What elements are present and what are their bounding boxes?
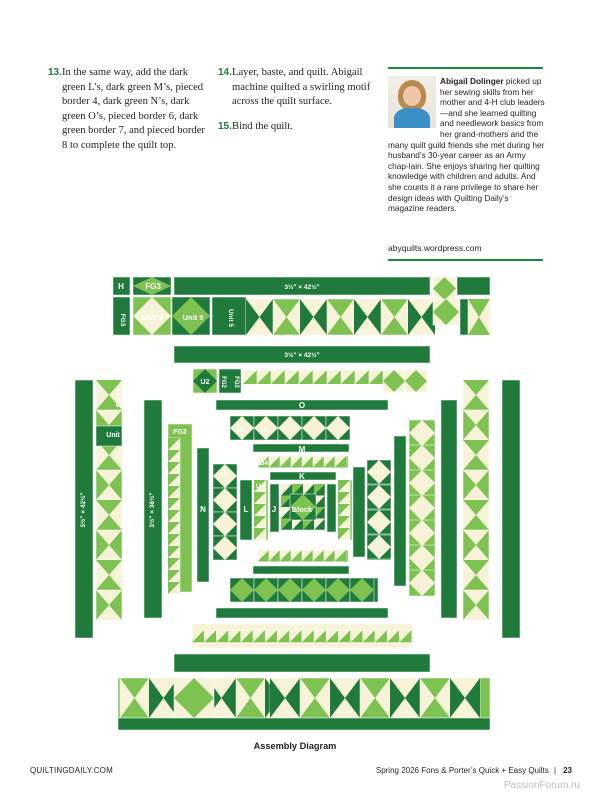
strip-J-right (327, 484, 336, 532)
label-FG2-a: FG2 (220, 376, 226, 388)
label-O: O (298, 401, 306, 410)
step-text: Bind the quilt. (232, 120, 293, 132)
patch-top-right (457, 277, 490, 295)
label-J: J (271, 505, 277, 514)
strip-N (197, 448, 209, 582)
label-unit5-vert: Unit 5 (227, 308, 234, 328)
label-FG2-left: FG2 (173, 429, 187, 436)
label-unit5-left: Unit 5 (106, 432, 126, 439)
strip-O-bottom (216, 608, 388, 618)
label-block: Block (291, 505, 313, 514)
designer-name: Abigail Dolinger (440, 76, 504, 86)
step-text: Layer, baste, and quilt. Abigail machine quilted a swirling motif across the quilt surface. (232, 67, 371, 108)
bio-bottom-rule (388, 259, 543, 261)
steps-column-2 (218, 66, 378, 144)
designer-bio (388, 76, 546, 214)
strip-42-right (502, 380, 520, 638)
label-FG3: FG3 (145, 282, 161, 291)
label-N: N (200, 505, 206, 514)
label-FG3-side: FG3 (119, 313, 126, 327)
step-15 (218, 120, 378, 135)
label-unit5-left2: Unit 5 (114, 388, 121, 408)
assembly-diagram (70, 268, 520, 743)
bottom-strip (174, 654, 430, 672)
strip-N-right (394, 436, 406, 586)
watermark: PassionForum.ru (503, 780, 580, 791)
right-strip-36 (441, 400, 457, 618)
label-dim-top: 3½" × 42½" (284, 284, 320, 291)
label-U4: U4 (259, 460, 269, 467)
bio-top-rule (388, 67, 543, 69)
designer-photo (388, 76, 436, 128)
steps-column-1 (48, 66, 208, 164)
label-U1-b: U1 (260, 427, 270, 434)
step-text: In the same way, add the dark green L’s, dark green M’s, pieced border 4, dark green N’s, dark green O’s, pieced border 6, dark green border 7, and pieced border 8 to complete the quilt top. (62, 67, 205, 151)
label-L: L (243, 505, 249, 514)
step-13 (48, 66, 208, 154)
label-dim-top2: 3½" × 42½" (284, 352, 320, 359)
step-14 (218, 66, 378, 110)
designer-website[interactable]: abyquilts.wordpress.com (388, 243, 482, 253)
label-U4-b: U4 (255, 483, 265, 490)
step-number: 14. (218, 67, 232, 78)
strip-M-bottom (253, 566, 349, 574)
footer-issue-info: Spring 2026 Fons & Porter’s Quick + Easy Quilts | 23 (375, 766, 572, 775)
footer-issue: Spring 2026 (375, 766, 420, 775)
diagram-caption: Assembly Diagram (253, 741, 337, 751)
footer-magazine: Fons & Porter’s Quick + Easy Quilts (421, 766, 549, 775)
footer-site: QUILTINGDAILY.COM (30, 766, 113, 775)
label-dim-left: 3½" × 42½" (80, 492, 87, 528)
step-number: 13. (48, 67, 62, 78)
label-unit3: Unit 3 (141, 313, 163, 322)
right-strip (353, 467, 365, 557)
label-unit5: Unit 5 (182, 313, 204, 322)
label-FG2-b: FG2 (233, 376, 239, 388)
label-H: H (118, 282, 124, 291)
bio-text: picked up her sewing skills from her mother and 4-H club leaders—and she learned quilting and needlework basics from her grand-mothers and the many quilt guild friends she met during her husband’s 30-year career as an Army chap-lain. She enjoys sharing her quilting knowledge with children and adults. And she counts it a rare privilege to share her design ideas with Quilting Daily’s magazine readers. (388, 76, 545, 214)
label-K: K (299, 472, 305, 481)
label-U2: U2 (200, 379, 210, 386)
bottom-edge (118, 718, 490, 730)
page-number: 23 (563, 766, 572, 775)
label-dim-left2: 3½" × 36½" (149, 492, 156, 528)
label-M: M (298, 445, 306, 454)
step-number: 15. (218, 120, 232, 132)
label-U1-c: U1 (220, 471, 230, 478)
label-U1-a: U1 (236, 427, 246, 434)
